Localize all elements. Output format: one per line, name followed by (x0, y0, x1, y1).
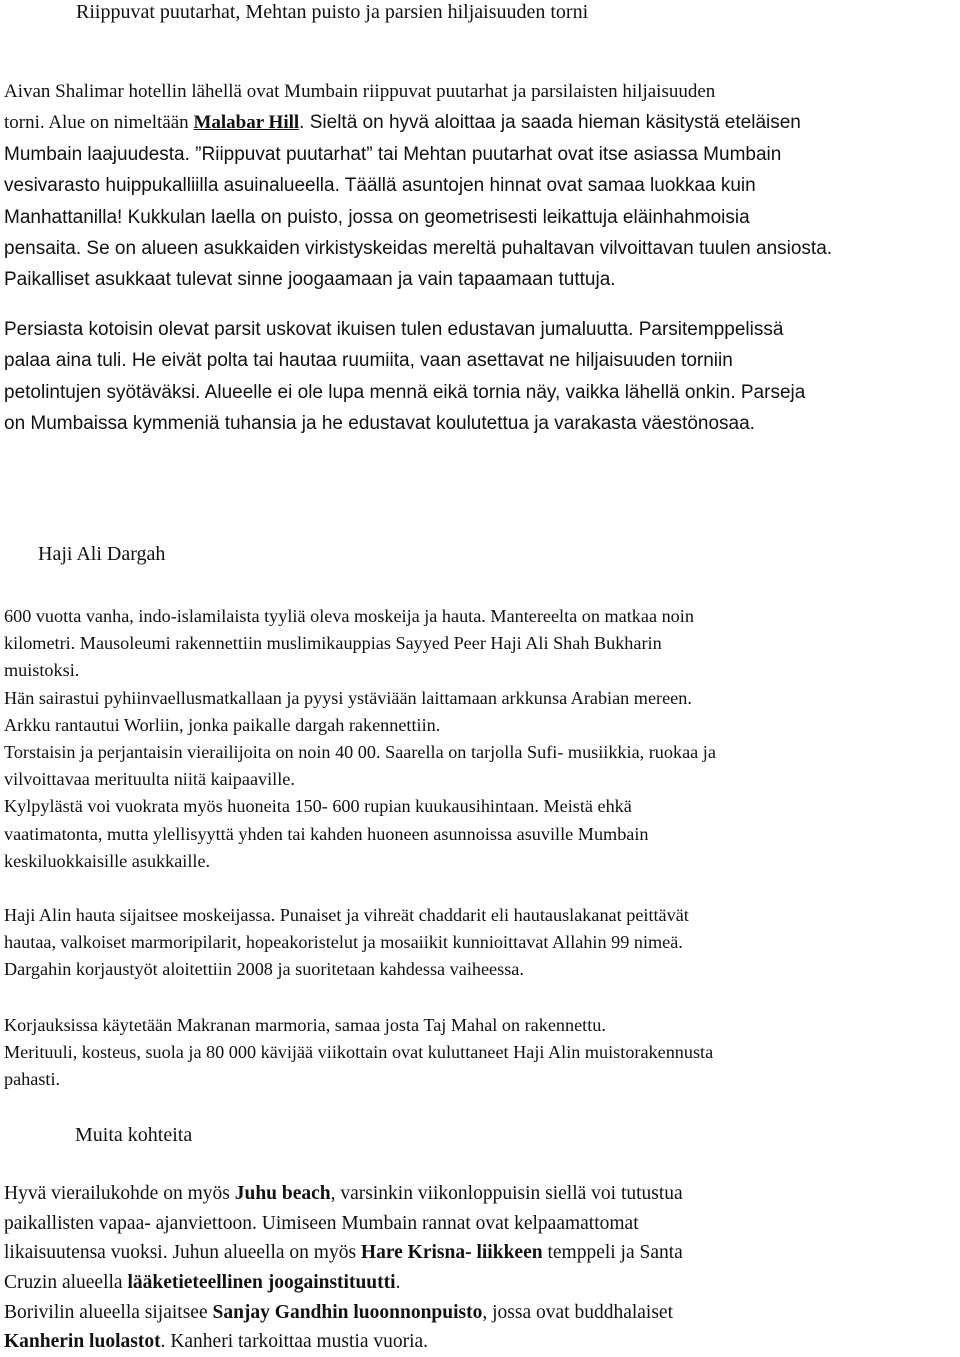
haji-ali-paragraph (4, 603, 952, 875)
text-line: vesivarasto huippukalliilla asuinalueella. Täällä asuntojen hinnat ovat samaa luokkaa kuin (4, 175, 756, 197)
yoga-institute-text: lääketieteellinen joogainstituutti (127, 1272, 396, 1294)
text-line: pahasti. (4, 1069, 61, 1090)
tomb-paragraph (4, 902, 952, 984)
repair-paragraph (4, 1012, 952, 1094)
intro-paragraph (4, 76, 952, 296)
text-line: kilometri. Mausoleumi rakennettiin muslimikauppias Sayyed Peer Haji Ali Shah Bukharin (4, 633, 662, 654)
text-line: Hän sairastui pyhiinvaellusmatkallaan ja pyysi ystäviään laittamaan arkkunsa Arabian mereen. (4, 687, 692, 708)
text-line: Cruzin alueella lääketieteellinen joogainstituutti. (4, 1272, 401, 1294)
text-line: Hyvä vierailukohde on myös Juhu beach, varsinkin viikonloppuisin siellä voi tutustua (4, 1183, 683, 1204)
text-line: 600 vuotta vanha, indo-islamilaista tyyliä oleva moskeija ja hauta. Mantereelta on matkaa noin (4, 606, 694, 626)
section-heading-other-sights: Muita kohteita (75, 1124, 193, 1146)
text-line: pensaita. Se on alueen asukkaiden virkistyskeidas mereltä puhaltavan vilvoittavan tuulen ansiosta. (4, 237, 833, 259)
parsi-paragraph (4, 314, 952, 440)
text-line: Borivilin alueella sijaitsee Sanjay Gandhin luoonnonpuisto, jossa ovat buddhalaiset (4, 1301, 674, 1323)
sanjay-gandhi-park-text: Sanjay Gandhin luoonnonpuisto (212, 1301, 483, 1323)
juhu-beach-text: Juhu beach (234, 1183, 331, 1204)
page-title: Riippuvat puutarhat, Mehtan puisto ja parsien hiljaisuuden torni (76, 1, 589, 23)
text-line: Arkku rantautui Worliin, jonka paikalle dargah rakennettiin. (4, 714, 441, 735)
text-line: likaisuutensa vuoksi. Juhun alueella on myös Hare Krisna- liikkeen temppeli ja Santa (4, 1242, 683, 1264)
text-line: keskiluokkaisille asukkaille. (4, 850, 211, 871)
text-line: petolintujen syötäväksi. Alueelle ei ole lupa mennä eikä tornia näy, vaikka lähellä onkin. Parseja (4, 381, 806, 403)
text-line: torni. Alue on nimeltään Malabar Hill. Sieltä on hyvä aloittaa ja saada hieman käsitystä eteläisen (4, 112, 801, 134)
other-sights-paragraph (4, 1179, 952, 1357)
section-heading-haji-ali: Haji Ali Dargah (38, 543, 166, 565)
text-line: Kanherin luolastot. Kanheri tarkoittaa mustia vuoria. (4, 1331, 429, 1353)
text-line: Korjauksissa käytetään Makranan marmoria, samaa josta Taj Mahal on rakennettu. (4, 1015, 606, 1035)
text-line: Merituuli, kosteus, suola ja 80 000 kävijää viikottain ovat kuluttaneet Haji Alin muistorakennusta (4, 1042, 714, 1063)
text-line: on Mumbaissa kymmeniä tuhansia ja he edustavat koulutettua ja varakasta väestönosaa. (4, 413, 755, 435)
text-line: Dargahin korjaustyöt aloitettiin 2008 ja suoritetaan kahdessa vaiheessa. (4, 959, 524, 980)
text-line: Mumbain laajuudesta. ”Riippuvat puutarhat” tai Mehtan puutarhat ovat itse asiassa Mumbain (4, 143, 782, 165)
text-line: Paikalliset asukkaat tulevat sinne joogaamaan ja vain tapaamaan tuttuja. (4, 269, 616, 291)
hare-krisna-text: Hare Krisna- liikkeen (360, 1242, 543, 1264)
text-line: Torstaisin ja perjantaisin vierailijoita on noin 40 00. Saarella on tarjolla Sufi- musiikkia, ruokaa ja (4, 741, 716, 762)
text-line: hautaa, valkoiset marmoripilarit, hopeakoristelut ja mosaiikit kunnioittavat Allahin 99 nimeä. (4, 932, 683, 953)
text-line: palaa aina tuli. He eivät polta tai hautaa ruumiita, vaan asettavat ne hiljaisuuden torniin (4, 350, 733, 372)
text-line: vilvoittavaa merituulta niitä kaipaaville. (4, 769, 295, 790)
text-line: Kylpylästä voi vuokrata myös huoneita 150- 600 rupian kuukausihintaan. Meistä ehkä (4, 796, 632, 817)
malabar-hill-link[interactable]: Malabar Hill (193, 112, 300, 134)
text-line: Haji Alin hauta sijaitsee moskeijassa. Punaiset ja vihreät chaddarit eli hautauslakanat peittävät (4, 905, 689, 925)
text-line: Aivan Shalimar hotellin lähellä ovat Mumbain riippuvat puutarhat ja parsilaisten hiljaisuuden (4, 81, 716, 102)
text-line: paikallisten vapaa- ajanviettoon. Uimiseen Mumbain rannat ovat kelpaamattomat (4, 1212, 639, 1234)
text-line: Persiasta kotoisin olevat parsit uskovat ikuisen tulen edustavan jumaluutta. Parsitemppelissä (4, 319, 784, 340)
text-line: Manhattanilla! Kukkulan laella on puisto, jossa on geometrisesti leikattuja eläinhahmoisia (4, 206, 750, 228)
kanheri-caves-text: Kanherin luolastot (4, 1331, 161, 1353)
text-line: muistoksi. (4, 660, 80, 681)
text-line: vaatimatonta, mutta ylellisyyttä yhden tai kahden huoneen asunnoissa asuville Mumbain (4, 823, 649, 844)
